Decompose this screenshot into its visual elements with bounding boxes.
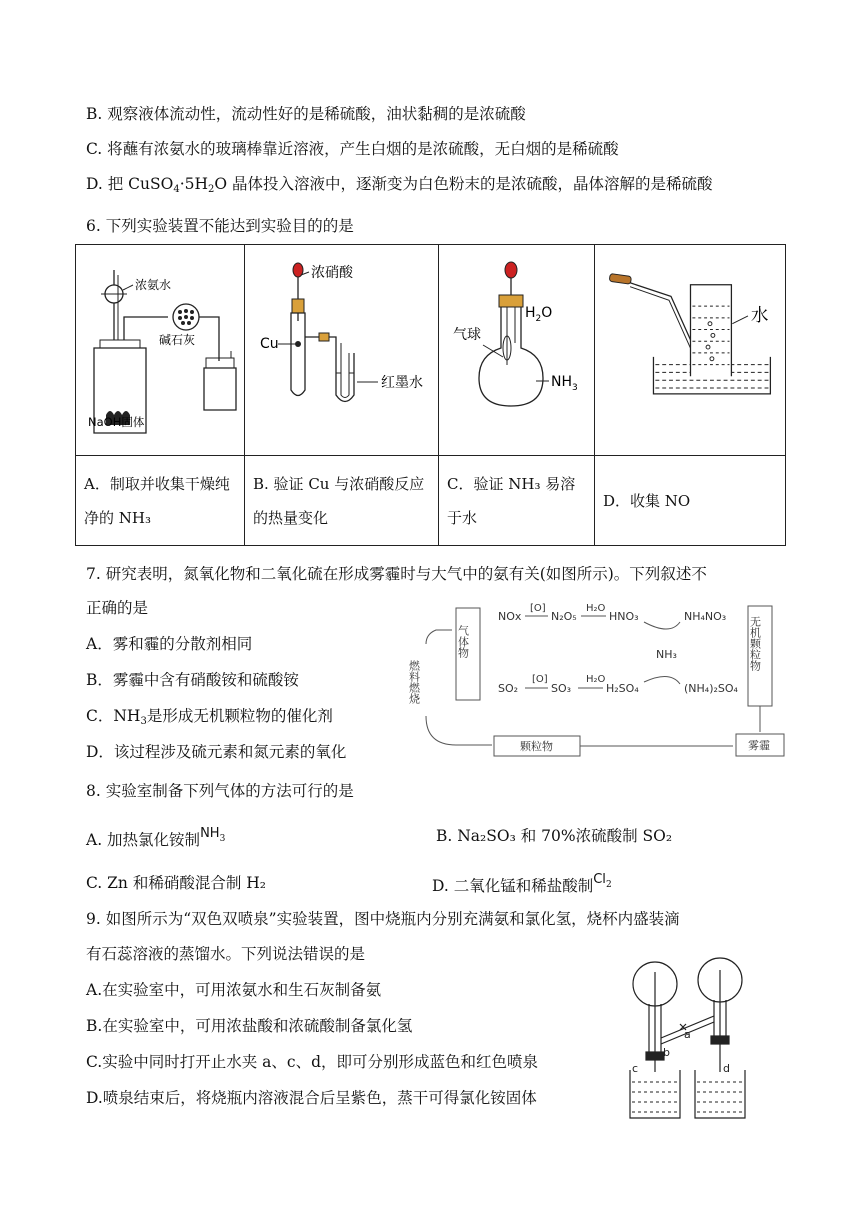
q5-option-d-sub-2: 2 xyxy=(208,184,215,195)
q5-option-c: C. 将蘸有浓氨水的玻璃棒靠近溶液，产生白烟的是浓硫酸，无白烟的是稀硫酸 xyxy=(86,140,619,158)
q6-figure-c xyxy=(439,245,594,455)
q6-figure-b xyxy=(245,245,438,455)
q7-so2: SO₂ xyxy=(498,682,519,695)
q6-option-b: B. 验证 Cu 与浓硝酸反应的热量变化 xyxy=(245,456,439,546)
q7-h2o-1: H₂O xyxy=(586,603,606,614)
q7-nh4-2so4: (NH₄)₂SO₄ xyxy=(684,682,738,695)
q9-option-d: D.喷泉结束后，将烧瓶内溶液混合后呈紫色，蒸干可得氯化铵固体 xyxy=(86,1089,537,1107)
q5-option-d-text-1: D. 把 CuSO xyxy=(86,175,174,193)
q6-figure-a xyxy=(76,245,244,455)
q7-nh3: NH₃ xyxy=(656,648,677,661)
q6-stem: 6. 下列实验装置不能达到实验目的的是 xyxy=(86,217,354,235)
q8-option-a-text: A. 加热氯化铵制 xyxy=(86,831,201,849)
q7-option-a: A．雾和霾的分散剂相同 xyxy=(86,635,253,653)
q5-option-d xyxy=(86,173,713,201)
q7-h2so4: H₂SO₄ xyxy=(606,682,639,695)
q6b-label-cu: Cu xyxy=(260,336,279,352)
q7-stem-line-2: 正确的是 xyxy=(86,599,149,617)
q5-option-b: B. 观察液体流动性，流动性好的是稀硫酸，油状黏稠的是浓硫酸 xyxy=(86,105,526,123)
q7-stem-line-1: 7. 研究表明，氮氧化物和二氧化硫在形成雾霾时与大气中的氨有关(如图所示)。下列叙述不 xyxy=(86,565,707,583)
q8-stem: 8. 实验室制备下列气体的方法可行的是 xyxy=(86,782,354,800)
q7-so3: SO₃ xyxy=(551,682,572,695)
q7-option-c-text-2: 是形成无机颗粒物的催化剂 xyxy=(146,707,333,725)
q6-option-a: A．制取并收集干燥纯净的 NH₃ xyxy=(76,456,245,546)
q8-option-d-text: D. 二氧化锰和稀盐酸制 xyxy=(432,877,594,895)
q7-o-1: [O] xyxy=(530,603,546,614)
q8-option-b: B. Na₂SO₃ 和 70%浓硫酸制 SO₂ xyxy=(436,827,673,845)
q7-nox: NOx xyxy=(498,610,522,623)
q6c-label-balloon: 气球 xyxy=(453,327,481,343)
q9-label-c: c xyxy=(632,1062,639,1075)
q8-option-c: C. Zn 和稀硝酸混合制 H₂ xyxy=(86,874,266,892)
q9-option-c: C.实验中同时打开止水夹 a、c、d，即可分别形成蓝色和红色喷泉 xyxy=(86,1053,539,1071)
q7-option-d: D．该过程涉及硫元素和氮元素的氧化 xyxy=(86,743,347,761)
q7-gas-label: 气体物 xyxy=(456,625,470,658)
q6-figure-b-cell xyxy=(245,245,439,456)
q6-figure-d xyxy=(595,245,785,455)
q7-option-b: B．雾霾中含有硝酸铵和硫酸铵 xyxy=(86,671,299,689)
q6c-label-ammonia: $NH_3$ xyxy=(551,374,578,393)
q9-label-b: b xyxy=(663,1046,670,1059)
q6a-label-soda-lime: 碱石灰 xyxy=(159,333,196,347)
q6-apparatus-table xyxy=(75,244,786,546)
q7-fuel-label: 燃料燃烧 xyxy=(408,660,421,704)
q6a-label-ammonia: 浓氨水 xyxy=(135,278,172,292)
q7-option-c-text-1: C．NH xyxy=(86,707,141,725)
q7-haze-diagram xyxy=(408,600,786,762)
q6d-label-water: 水 xyxy=(750,305,769,326)
q7-option-c xyxy=(86,705,333,733)
q7-option-c-sub: 3 xyxy=(140,716,147,727)
q7-inorganic-label: 无机颗粒物 xyxy=(748,616,762,671)
q5-option-d-text-2: ·5H xyxy=(179,175,209,193)
q7-o-2: [O] xyxy=(532,674,548,685)
q6-option-c: C．验证 NH₃ 易溶于水 xyxy=(439,456,595,546)
q8-option-d-formula: Cl xyxy=(593,872,606,887)
q6b-label-red-ink: 红墨水 xyxy=(381,375,423,391)
q8-option-d xyxy=(432,869,612,897)
q9-stem-line-1: 9. 如图所示为“双色双喷泉”实验装置，图中烧瓶内分别充满氨和氯化氢，烧杯内盛装滴 xyxy=(86,910,680,928)
q7-h2o-2: H₂O xyxy=(586,674,606,685)
q9-option-a: A.在实验室中，可用浓氨水和生石灰制备氨 xyxy=(86,981,382,999)
q6c-label-water: $H_2O$ xyxy=(525,305,553,324)
q6-figure-c-cell xyxy=(439,245,595,456)
q7-haze-label: 雾霾 xyxy=(748,739,770,752)
q9-label-d: d xyxy=(723,1062,730,1075)
q8-option-a-formula: NH xyxy=(200,826,220,841)
q7-nh4no3: NH₄NO₃ xyxy=(684,610,727,623)
q9-fountain-apparatus xyxy=(620,952,780,1124)
q6-figure-a-cell xyxy=(76,245,245,456)
q5-option-d-sub-1: 4 xyxy=(173,184,180,195)
q7-hno3: HNO₃ xyxy=(609,610,639,623)
q8-option-a xyxy=(86,823,225,851)
q6b-label-nitric-acid: 浓硝酸 xyxy=(311,265,353,281)
q8-option-d-sub: 2 xyxy=(605,880,612,890)
q7-particles-label: 颗粒物 xyxy=(520,740,553,753)
q8-option-a-sub: 3 xyxy=(219,834,226,844)
q9-label-a: a xyxy=(684,1028,691,1041)
q6a-label-naoh: NaOH固体 xyxy=(88,415,145,429)
q5-option-d-text-3: O 晶体投入溶液中，逐渐变为白色粉末的是浓硫酸，晶体溶解的是稀硫酸 xyxy=(214,175,713,193)
q7-n2o5: N₂O₅ xyxy=(551,610,577,623)
q9-option-b: B.在实验室中，可用浓盐酸和浓硫酸制备氯化氢 xyxy=(86,1017,413,1035)
q6-option-d: D．收集 NO xyxy=(595,456,786,546)
q9-stem-line-2: 有石蕊溶液的蒸馏水。下列说法错误的是 xyxy=(86,945,366,963)
q6-figure-d-cell xyxy=(595,245,786,456)
